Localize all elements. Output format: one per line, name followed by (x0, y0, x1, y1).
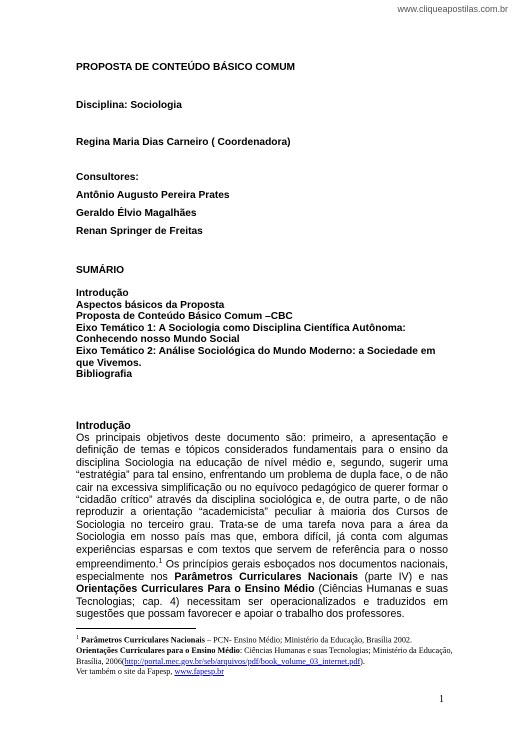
footnote-text: : Ciências Humanas e suas Tecnologias; Ministério da Educação, Brasília, 2006( (76, 646, 453, 666)
consultant-name: Geraldo Élvio Magalhães (76, 208, 197, 219)
summary-item: Bibliografia (76, 369, 133, 381)
summary-item: Eixo Temático 2: Análise Sociológica do Mundo Moderno: a Sociedade em (76, 345, 436, 357)
ocem-reference: Orientações Curriculares Para o Ensino Médio (76, 583, 315, 596)
summary-item: Eixo Temático 1: A Sociologia como Disciplina Científica Autônoma: (76, 322, 406, 334)
pcn-reference: Parâmetros Curriculares Nacionais (174, 571, 358, 583)
summary-item: que Vivemos. (76, 357, 142, 369)
footnote-text: – PCN- Ensino Médio; Ministério da Educação, Brasília 2002. (204, 635, 413, 645)
fapesp-link[interactable]: www.fapesp.br (174, 666, 224, 676)
summary-item: Proposta de Conteúdo Básico Comum –CBC (76, 311, 293, 323)
summary-item: Introdução (76, 288, 129, 299)
intro-text: (parte IV) e nas (357, 571, 448, 583)
footnote (76, 633, 456, 677)
consultant-name: Renan Springer de Freitas (76, 226, 203, 237)
intro-text: (Ciências Humanas e suas Tecnologias; cap. 4) necessitam ser operacionalizados e traduzidos em sugestões que possam favorecer e apoiar o trabalho dos professores. (76, 583, 448, 621)
consultant-name: Antônio Augusto Pereira Prates (76, 190, 230, 201)
intro-heading: Introdução (76, 420, 131, 432)
footnote-mark: 1 (76, 635, 79, 641)
footnote-reference: 1 (158, 558, 163, 566)
intro-paragraph (76, 432, 448, 621)
discipline-line: Disciplina: Sociologia (76, 100, 182, 111)
footnote-text: ). (360, 656, 365, 666)
mec-link[interactable]: http://portal.mec.gov.br/seb/arquivos/pdf/book_volume_03_internet.pdf (124, 656, 361, 666)
footnote-bold: Orientações Curriculares para o Ensino Médio (76, 646, 240, 656)
footnote-text: Ver também o site da Fapesp, (76, 666, 175, 676)
summary-item: Aspectos básicos da Proposta (76, 299, 225, 311)
intro-text: Os principais objetivos deste documento são: primeiro, a apresentação e definição de temas e tópicos considerados fundamentais para o ensino da disciplina Sociologia na educação de nível médio e, segundo, sugerir uma “estratégia” para tal ensino, enfrentando um problema de dupla face, o de não cair na excessiva simplificação ou no equívoco pedagógico de querer formar o “cidadão crítico” através da disciplina sociológica e, de outra parte, o de não reproduzir a orientação “academicista” peculiar à maioria dos Cursos de Sociologia no terceiro grau. Trata-se de uma tarefa nova para a área da Sociologia em nosso país mas que, embora difícil, já conta com algumas experiências esparsas e com textos que servem de referência para o nosso empreendimento. (76, 432, 448, 571)
footnote-line (76, 633, 456, 646)
footnote-line (76, 646, 456, 667)
document-title: PROPOSTA DE CONTEÚDO BÁSICO COMUM (76, 62, 296, 73)
footnote-line (76, 667, 456, 677)
intro-text: Os princípios gerais esboçados nos documentos nacionais, especialmente nos (76, 558, 448, 583)
coordinator-line: Regina Maria Dias Carneiro ( Coordenadora) (76, 137, 291, 148)
summary-heading: SUMÁRIO (76, 265, 125, 276)
summary-item: Conhecendo nosso Mundo Social (76, 334, 240, 346)
watermark: www.cliqueapostilas.com.br (397, 4, 508, 14)
consultants-heading: Consultores: (76, 172, 139, 183)
summary-list (76, 288, 448, 381)
footnote-divider (76, 628, 196, 629)
page-number: 1 (439, 694, 444, 705)
footnote-bold: Parâmetros Curriculares Nacionais (81, 635, 205, 645)
